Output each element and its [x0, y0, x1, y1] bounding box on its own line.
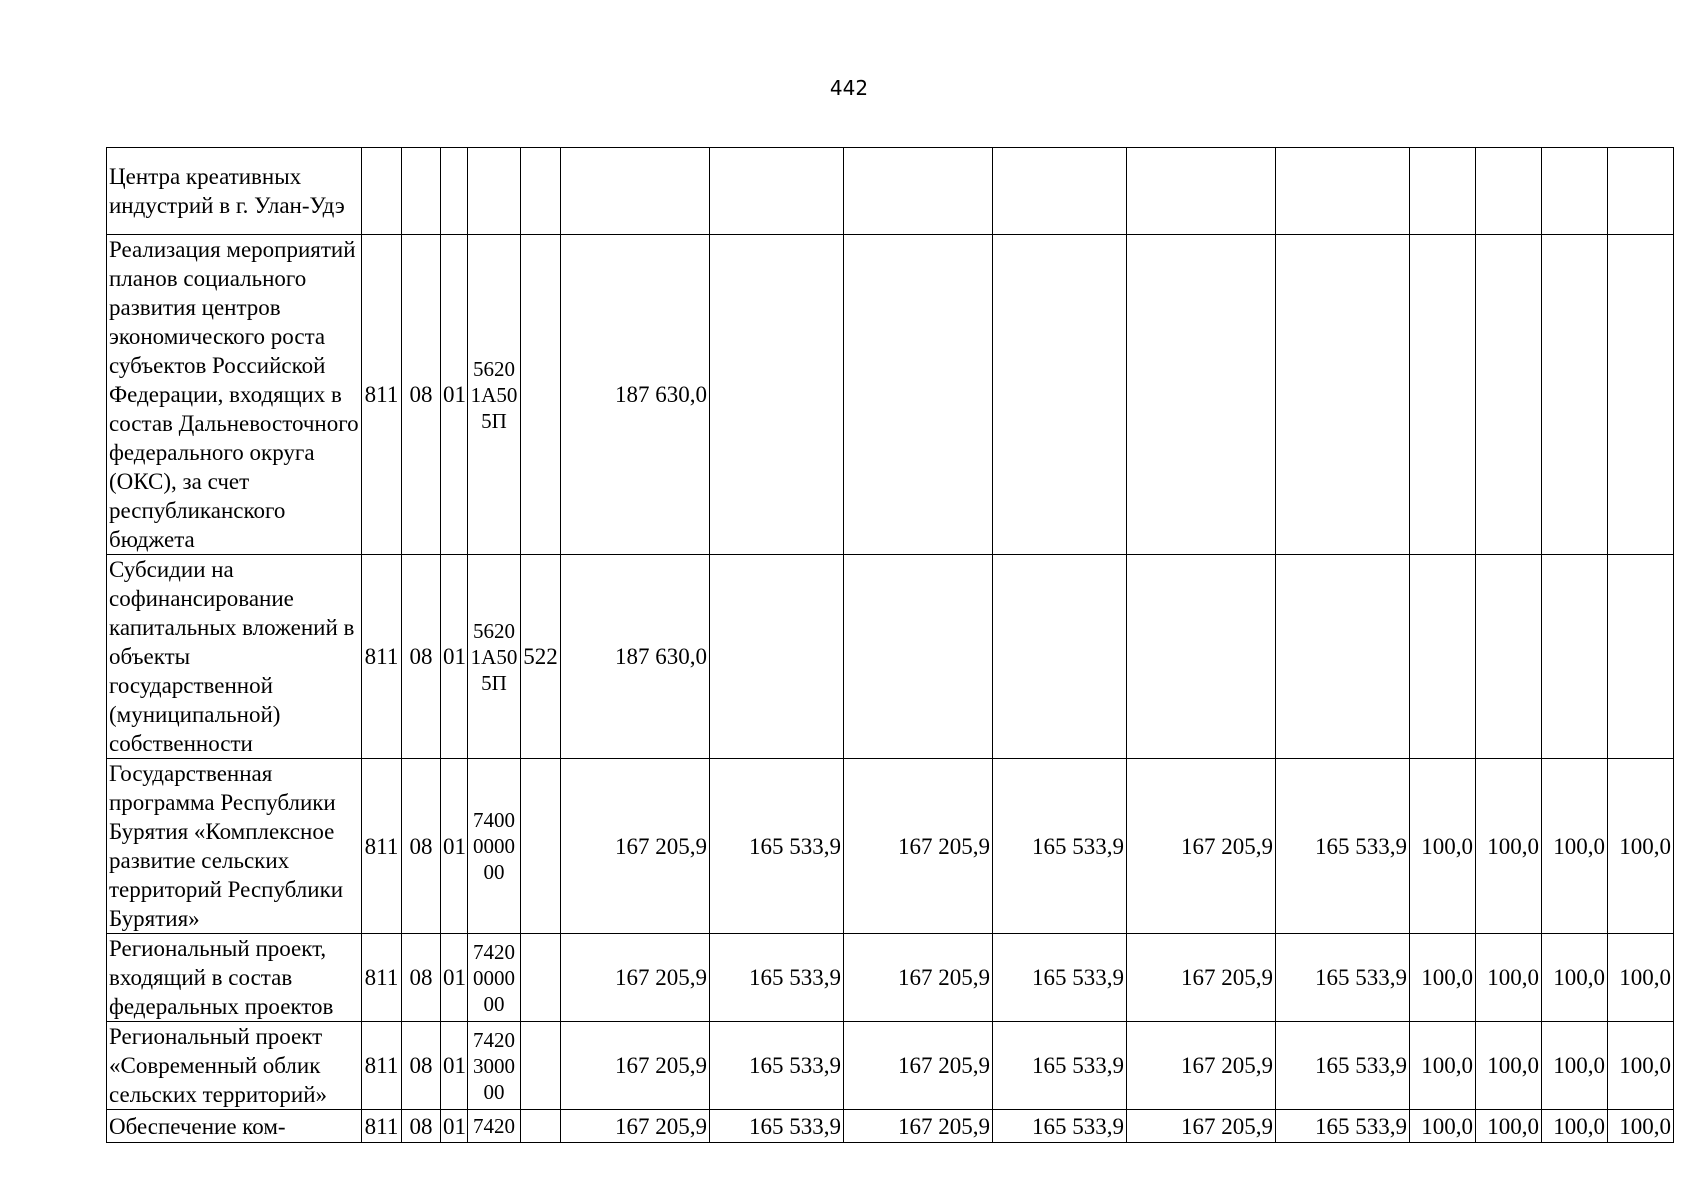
section-code-cell: 08: [402, 934, 441, 1022]
target-article-code-cell: 7420: [468, 1110, 521, 1143]
table-row: [107, 148, 1674, 235]
percent-cell-1: [1410, 235, 1476, 555]
subsection-code-cell: 01: [441, 1022, 468, 1110]
amount-cell-5: 167 205,9: [1127, 759, 1276, 934]
amount-cell-6: 165 533,9: [1276, 1110, 1410, 1143]
amount-cell-1: 167 205,9: [561, 1110, 710, 1143]
row-name-cell: Региональный проект, входящий в состав федеральных проектов: [107, 934, 362, 1022]
target-article-code-cell: 5620 1А50 5П: [468, 555, 521, 759]
percent-cell-4: [1608, 555, 1674, 759]
amount-cell-5: 167 205,9: [1127, 934, 1276, 1022]
amount-cell-2: [710, 148, 844, 235]
subsection-code-cell: 01: [441, 555, 468, 759]
amount-cell-1: 167 205,9: [561, 1022, 710, 1110]
amount-cell-6: 165 533,9: [1276, 934, 1410, 1022]
table-row: [107, 759, 1674, 934]
section-code-cell: [402, 148, 441, 235]
expense-type-code-cell: 522: [521, 555, 561, 759]
percent-cell-4: 100,0: [1608, 1022, 1674, 1110]
percent-cell-2: [1476, 555, 1542, 759]
percent-cell-1: 100,0: [1410, 1022, 1476, 1110]
gl-code-cell: 811: [362, 1022, 402, 1110]
expense-type-code-cell: [521, 235, 561, 555]
target-article-code-cell: 5620 1А50 5П: [468, 235, 521, 555]
percent-cell-3: [1542, 148, 1608, 235]
amount-cell-5: [1127, 148, 1276, 235]
gl-code-cell: 811: [362, 759, 402, 934]
amount-cell-2: 165 533,9: [710, 934, 844, 1022]
row-name-cell: Реализация мероприятий планов социального развития центров экономического роста субъектов Российской Федерации, входящих в состав Дальневосточного федерального округа (ОКС), за счет республиканского бюджета: [107, 235, 362, 555]
percent-cell-4: 100,0: [1608, 759, 1674, 934]
amount-cell-6: [1276, 235, 1410, 555]
section-code-cell: 08: [402, 1022, 441, 1110]
section-code-cell: 08: [402, 1110, 441, 1143]
percent-cell-3: 100,0: [1542, 759, 1608, 934]
percent-cell-1: 100,0: [1410, 1110, 1476, 1143]
page-number: 442: [829, 76, 869, 100]
section-code-cell: 08: [402, 235, 441, 555]
amount-cell-5: 167 205,9: [1127, 1022, 1276, 1110]
row-name-cell: Региональный проект «Современный облик сельских территорий»: [107, 1022, 362, 1110]
gl-code-cell: [362, 148, 402, 235]
amount-cell-3: 167 205,9: [844, 1110, 993, 1143]
row-name-cell: Субсидии на софинансирование капитальных вложений в объекты государственной (муниципальной) собственности: [107, 555, 362, 759]
amount-cell-2: [710, 555, 844, 759]
expense-type-code-cell: [521, 1110, 561, 1143]
table-row: [107, 555, 1674, 759]
percent-cell-2: [1476, 235, 1542, 555]
target-article-code-cell: 7420 0000 00: [468, 934, 521, 1022]
percent-cell-2: [1476, 148, 1542, 235]
amount-cell-1: [561, 148, 710, 235]
table-row: [107, 1022, 1674, 1110]
amount-cell-5: 167 205,9: [1127, 1110, 1276, 1143]
subsection-code-cell: 01: [441, 235, 468, 555]
table-row: [107, 235, 1674, 555]
amount-cell-3: 167 205,9: [844, 934, 993, 1022]
percent-cell-2: 100,0: [1476, 1110, 1542, 1143]
row-name-cell: Обеспечение ком-: [107, 1110, 362, 1143]
section-code-cell: 08: [402, 759, 441, 934]
percent-cell-1: 100,0: [1410, 759, 1476, 934]
percent-cell-3: 100,0: [1542, 1022, 1608, 1110]
percent-cell-3: 100,0: [1542, 1110, 1608, 1143]
table-row: [107, 934, 1674, 1022]
amount-cell-6: [1276, 148, 1410, 235]
amount-cell-3: 167 205,9: [844, 1022, 993, 1110]
gl-code-cell: 811: [362, 235, 402, 555]
section-code-cell: 08: [402, 555, 441, 759]
target-article-code-cell: 7400 0000 00: [468, 759, 521, 934]
percent-cell-3: [1542, 235, 1608, 555]
percent-cell-2: 100,0: [1476, 759, 1542, 934]
percent-cell-2: 100,0: [1476, 1022, 1542, 1110]
subsection-code-cell: [441, 148, 468, 235]
amount-cell-2: [710, 235, 844, 555]
table-row: [107, 1110, 1674, 1143]
amount-cell-3: [844, 148, 993, 235]
expense-type-code-cell: [521, 759, 561, 934]
percent-cell-1: 100,0: [1410, 934, 1476, 1022]
expense-type-code-cell: [521, 148, 561, 235]
amount-cell-4: 165 533,9: [993, 934, 1127, 1022]
amount-cell-3: [844, 555, 993, 759]
amount-cell-6: 165 533,9: [1276, 1022, 1410, 1110]
gl-code-cell: 811: [362, 555, 402, 759]
percent-cell-4: [1608, 235, 1674, 555]
amount-cell-1: 167 205,9: [561, 934, 710, 1022]
subsection-code-cell: 01: [441, 759, 468, 934]
amount-cell-4: [993, 555, 1127, 759]
expense-type-code-cell: [521, 1022, 561, 1110]
subsection-code-cell: 01: [441, 1110, 468, 1143]
percent-cell-1: [1410, 555, 1476, 759]
amount-cell-4: 165 533,9: [993, 759, 1127, 934]
percent-cell-2: 100,0: [1476, 934, 1542, 1022]
amount-cell-5: [1127, 235, 1276, 555]
amount-cell-4: [993, 148, 1127, 235]
subsection-code-cell: 01: [441, 934, 468, 1022]
percent-cell-3: 100,0: [1542, 934, 1608, 1022]
row-name-cell: Центра креативных индустрий в г. Улан-Удэ: [107, 148, 362, 235]
gl-code-cell: 811: [362, 1110, 402, 1143]
percent-cell-3: [1542, 555, 1608, 759]
gl-code-cell: 811: [362, 934, 402, 1022]
amount-cell-2: 165 533,9: [710, 1022, 844, 1110]
amount-cell-1: 167 205,9: [561, 759, 710, 934]
amount-cell-2: 165 533,9: [710, 759, 844, 934]
amount-cell-4: [993, 235, 1127, 555]
target-article-code-cell: [468, 148, 521, 235]
target-article-code-cell: 7420 3000 00: [468, 1022, 521, 1110]
amount-cell-5: [1127, 555, 1276, 759]
amount-cell-3: 167 205,9: [844, 759, 993, 934]
percent-cell-1: [1410, 148, 1476, 235]
amount-cell-4: 165 533,9: [993, 1022, 1127, 1110]
percent-cell-4: 100,0: [1608, 1110, 1674, 1143]
amount-cell-4: 165 533,9: [993, 1110, 1127, 1143]
expense-type-code-cell: [521, 934, 561, 1022]
amount-cell-2: 165 533,9: [710, 1110, 844, 1143]
percent-cell-4: [1608, 148, 1674, 235]
budget-table: [106, 147, 1674, 1143]
amount-cell-1: 187 630,0: [561, 555, 710, 759]
amount-cell-1: 187 630,0: [561, 235, 710, 555]
amount-cell-3: [844, 235, 993, 555]
row-name-cell: Государственная программа Республики Бурятия «Комплексное развитие сельских территорий Республики Бурятия»: [107, 759, 362, 934]
amount-cell-6: [1276, 555, 1410, 759]
amount-cell-6: 165 533,9: [1276, 759, 1410, 934]
percent-cell-4: 100,0: [1608, 934, 1674, 1022]
